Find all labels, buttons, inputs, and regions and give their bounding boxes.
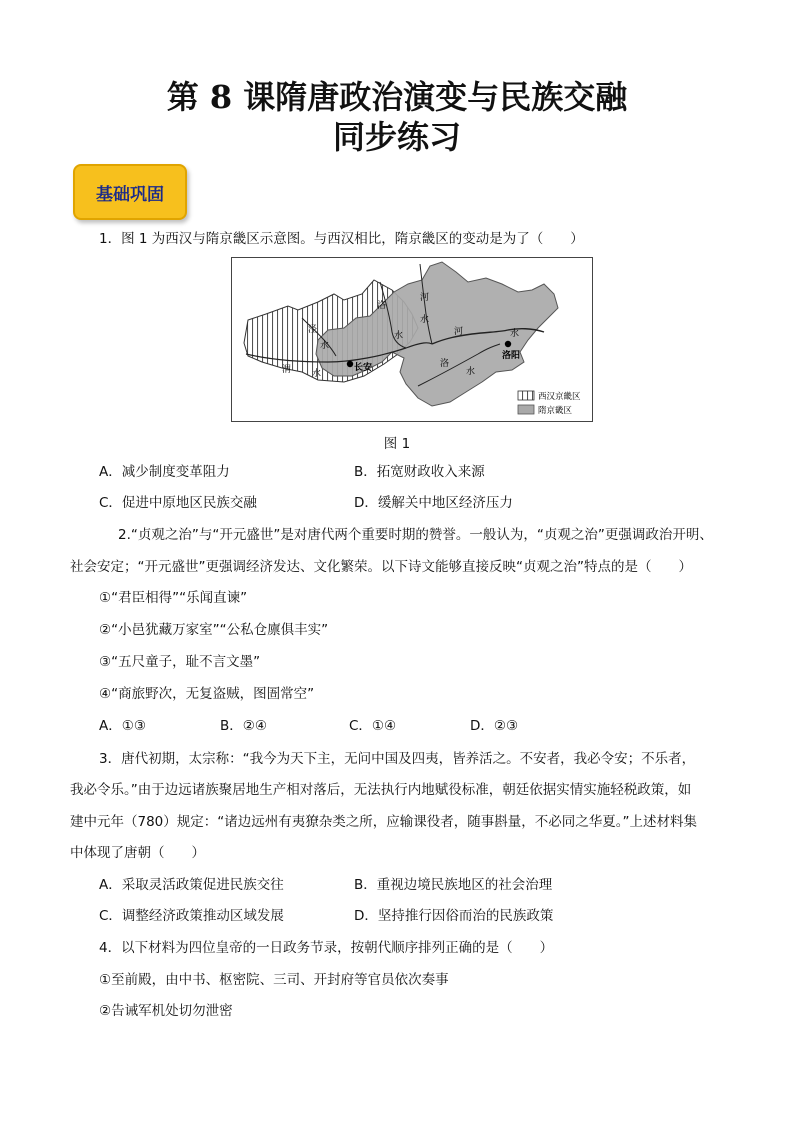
q3-option-a[interactable]: A．采取灵活政策促进民族交往 (99, 877, 284, 893)
q1-option-c[interactable]: C．促进中原地区民族交融 (99, 495, 257, 511)
q3-stem-line3: 建中元年（780）规定：“诸边远州有夷獠杂类之所，应输课役者，随事斟量，不必同之华夏。”上述材料集 (70, 814, 698, 830)
label-jing: 泾 (308, 325, 318, 335)
label-shui-east: 水 (510, 329, 520, 339)
q3-option-d[interactable]: D．坚持推行因俗而治的民族政策 (354, 908, 554, 924)
q2-item-3: ③“五尺童子，耻不言文墨” (99, 654, 261, 670)
q1-option-a[interactable]: A．减少制度变革阻力 (99, 464, 230, 480)
map-svg (232, 258, 592, 421)
q4-item-1: ①至前殿，由中书、枢密院、三司、开封府等官员依次奏事 (99, 972, 449, 988)
label-shui-south: 水 (466, 367, 476, 377)
changan-dot (347, 361, 353, 367)
q1-stem: 1．图 1 为西汉与隋京畿区示意图。与西汉相比，隋京畿区的变动是为了（ ） (99, 231, 584, 247)
q3-stem-line1: 3．唐代初期，太宗称：“我今为天下主，无问中国及四夷，皆养活之。不安者，我必令安；不乐者， (99, 751, 696, 767)
q2-stem-line2: 社会安定；“开元盛世”更强调经济发达、文化繁荣。以下诗文能够直接反映“贞观之治”特点的是（ ） (70, 559, 692, 575)
q3-option-c[interactable]: C．调整经济政策推动区域发展 (99, 908, 284, 924)
q1-option-d[interactable]: D．缓解关中地区经济压力 (354, 495, 513, 511)
legend-sui-swatch (518, 405, 534, 414)
label-luo-south: 洛 (440, 359, 450, 369)
q2-option-d[interactable]: D．②③ (470, 718, 519, 734)
map-figure (231, 257, 593, 422)
label-wei: 渭 (282, 365, 292, 375)
label-he-north: 河 (420, 293, 430, 303)
legend-xihan-label: 西汉京畿区 (538, 392, 581, 402)
q2-option-a[interactable]: A．①③ (99, 718, 146, 734)
q2-item-2: ②“小邑犹藏万家室”“公私仓廪俱丰实” (99, 622, 329, 638)
q2-option-b[interactable]: B．②④ (220, 718, 267, 734)
label-shui-wei: 水 (312, 369, 322, 379)
luoyang-dot (505, 341, 511, 347)
sui-region (316, 262, 558, 406)
label-shui-luo: 水 (394, 331, 404, 341)
label-he-yellow: 河 (454, 327, 464, 337)
q3-option-b[interactable]: B．重视边境民族地区的社会治理 (354, 877, 553, 893)
q2-stem-line1: 2.“贞观之治”与“开元盛世”是对唐代两个重要时期的赞誉。一般认为，“贞观之治”更强调政治开明、 (118, 527, 713, 543)
q3-stem-line4: 中体现了唐朝（ ） (70, 845, 205, 861)
legend-xihan-swatch (518, 391, 534, 400)
q2-item-1: ①“君臣相得”“乐闻直谏” (99, 590, 248, 606)
legend-sui-label: 隋京畿区 (538, 406, 573, 416)
label-changan: 长安 (354, 363, 373, 373)
label-luo-north: 洛 (377, 301, 387, 311)
page-title: 第 8 课隋唐政治演变与民族交融 (166, 78, 628, 116)
section-badge: 基础巩固 (73, 164, 187, 220)
q1-option-b[interactable]: B．拓宽财政收入来源 (354, 464, 485, 480)
figure-caption: 图 1 (383, 436, 411, 452)
q4-stem: 4．以下材料为四位皇帝的一日政务节录，按朝代顺序排列正确的是（ ） (99, 940, 554, 956)
q2-option-c[interactable]: C．①④ (349, 718, 397, 734)
label-shui-jing: 水 (320, 341, 330, 351)
q2-item-4: ④“商旅野次，无复盗贼，图圄常空” (99, 686, 315, 702)
label-shui-yellow: 水 (420, 315, 430, 325)
label-luoyang: 洛阳 (502, 351, 521, 361)
q3-stem-line2: 我必令乐。”由于边远诸族聚居地生产相对落后，无法执行内地赋役标准，朝廷依据实情实施轻税政策，如 (70, 782, 692, 798)
page-subtitle: 同步练习 (332, 118, 461, 156)
q4-item-2: ②告诫军机处切勿泄密 (99, 1003, 233, 1019)
